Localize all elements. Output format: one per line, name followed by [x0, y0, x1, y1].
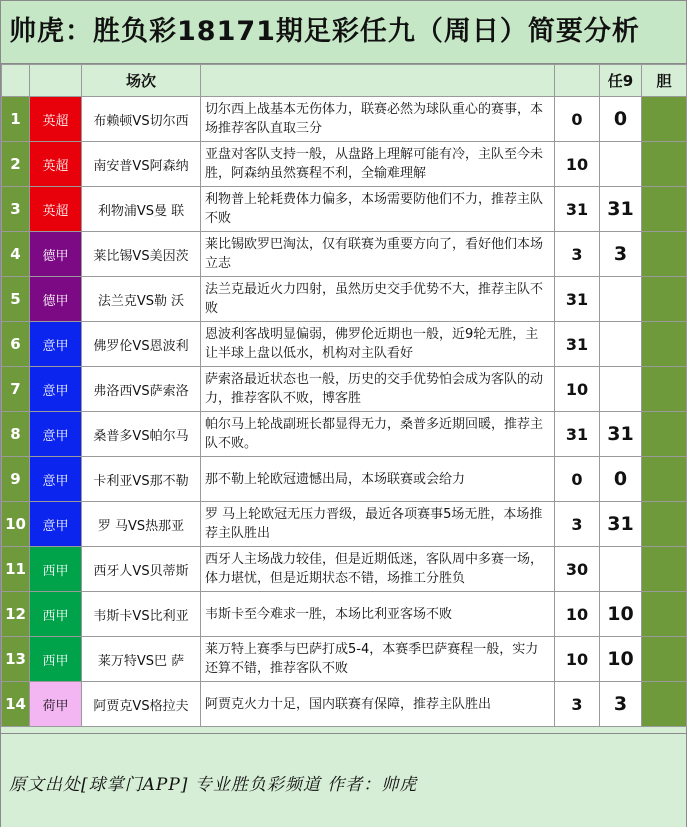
match-name: 布赖顿VS切尔西	[82, 97, 201, 142]
header-number-cell	[2, 65, 30, 97]
row-number: 5	[2, 277, 30, 322]
score-pick: 31	[555, 277, 600, 322]
ren9-pick	[600, 367, 642, 412]
league-badge: 英超	[30, 142, 82, 187]
league-badge: 德甲	[30, 232, 82, 277]
footer-source-text: 原文出处[球掌门APP] 专业胜负彩频道 作者：帅虎	[9, 775, 418, 795]
score-pick: 10	[555, 637, 600, 682]
ren9-pick: 0	[600, 457, 642, 502]
row-number: 11	[2, 547, 30, 592]
score-pick: 30	[555, 547, 600, 592]
table-row	[2, 322, 687, 367]
header-match: 场次	[82, 65, 201, 97]
ren9-pick	[600, 142, 642, 187]
table-row	[2, 187, 687, 232]
analysis-text: 莱比锡欧罗巴淘汰，仅有联赛为重要方向了，看好他们本场立志	[201, 232, 555, 277]
row-number: 12	[2, 592, 30, 637]
dan-cell	[642, 502, 687, 547]
analysis-text: 切尔西上战基本无伤体力，联赛必然为球队重心的赛事，本场推荐客队直取三分	[201, 97, 555, 142]
row-number: 9	[2, 457, 30, 502]
score-pick: 31	[555, 412, 600, 457]
league-badge: 西甲	[30, 592, 82, 637]
ren9-pick: 3	[600, 682, 642, 727]
ren9-pick	[600, 322, 642, 367]
match-name: 西牙人VS贝蒂斯	[82, 547, 201, 592]
ren9-pick: 31	[600, 502, 642, 547]
match-name: 佛罗伦VS恩波利	[82, 322, 201, 367]
table-row	[2, 457, 687, 502]
analysis-text: 莱万特上赛季与巴萨打成5-4，本赛季巴萨赛程一般，实力还算不错，推荐客队不败	[201, 637, 555, 682]
ren9-pick	[600, 547, 642, 592]
row-number: 13	[2, 637, 30, 682]
row-number: 14	[2, 682, 30, 727]
dan-cell	[642, 367, 687, 412]
header-ren9: 任9	[600, 65, 642, 97]
league-badge: 荷甲	[30, 682, 82, 727]
league-badge: 西甲	[30, 637, 82, 682]
row-number: 10	[2, 502, 30, 547]
analysis-text: 恩波利客战明显偏弱，佛罗伦近期也一般，近9轮无胜，主让半球上盘以低水，机构对主队看好	[201, 322, 555, 367]
dan-cell	[642, 547, 687, 592]
table-row	[2, 547, 687, 592]
dan-cell	[642, 322, 687, 367]
ren9-pick: 31	[600, 412, 642, 457]
table-header-row	[2, 65, 687, 97]
league-badge: 意甲	[30, 457, 82, 502]
league-badge: 意甲	[30, 502, 82, 547]
row-number: 6	[2, 322, 30, 367]
row-number: 4	[2, 232, 30, 277]
dan-cell	[642, 187, 687, 232]
dan-cell	[642, 457, 687, 502]
match-name: 法兰克VS勒 沃	[82, 277, 201, 322]
row-number: 2	[2, 142, 30, 187]
league-badge: 意甲	[30, 412, 82, 457]
page-title: 帅虎：胜负彩18171期足彩任九（周日）简要分析	[1, 1, 686, 64]
score-pick: 31	[555, 322, 600, 367]
table-row	[2, 502, 687, 547]
analysis-text: 罗 马上轮欧冠无压力晋级，最近各项赛事5场无胜，本场推荐主队胜出	[201, 502, 555, 547]
match-name: 桑普多VS帕尔马	[82, 412, 201, 457]
ren9-pick	[600, 277, 642, 322]
dan-cell	[642, 142, 687, 187]
dan-cell	[642, 232, 687, 277]
league-badge: 德甲	[30, 277, 82, 322]
ren9-pick: 0	[600, 97, 642, 142]
match-name: 南安普VS阿森纳	[82, 142, 201, 187]
league-badge: 西甲	[30, 547, 82, 592]
match-name: 韦斯卡VS比利亚	[82, 592, 201, 637]
header-analysis-cell	[201, 65, 555, 97]
score-pick: 0	[555, 97, 600, 142]
row-number: 7	[2, 367, 30, 412]
league-badge: 意甲	[30, 367, 82, 412]
analysis-text: 利物普上轮耗费体力偏多，本场需要防他们不力，推荐主队不败	[201, 187, 555, 232]
table-row	[2, 637, 687, 682]
table-row	[2, 97, 687, 142]
match-name: 罗 马VS热那亚	[82, 502, 201, 547]
score-pick: 10	[555, 592, 600, 637]
match-table	[1, 64, 687, 727]
analysis-text: 法兰克最近火力四射，虽然历史交手优势不大，推荐主队不败	[201, 277, 555, 322]
header-score-cell	[555, 65, 600, 97]
analysis-text: 韦斯卡至今难求一胜，本场比利亚客场不败	[201, 592, 555, 637]
ren9-pick: 31	[600, 187, 642, 232]
analysis-text: 阿贾克火力十足，国内联赛有保障，推荐主队胜出	[201, 682, 555, 727]
row-number: 3	[2, 187, 30, 232]
analysis-text: 西牙人主场战力较佳，但是近期低迷，客队周中多赛一场，体力堪忧，但是近期状态不错，场推工分胜负	[201, 547, 555, 592]
analysis-text: 亚盘对客队支持一般，从盘路上理解可能有冷，主队至今未胜，阿森纳虽然赛程不利，全输难理解	[201, 142, 555, 187]
dan-cell	[642, 592, 687, 637]
header-league-cell	[30, 65, 82, 97]
footer	[1, 733, 686, 827]
league-badge: 英超	[30, 97, 82, 142]
table-row	[2, 592, 687, 637]
table-row	[2, 367, 687, 412]
table-row	[2, 682, 687, 727]
row-number: 8	[2, 412, 30, 457]
analysis-text: 萨索洛最近状态也一般，历史的交手优势怕会成为客队的动力，推荐客队不败，博客胜	[201, 367, 555, 412]
header-dan: 胆	[642, 65, 687, 97]
row-number: 1	[2, 97, 30, 142]
analysis-text: 帕尔马上轮战副班长都显得无力，桑普多近期回暖，推荐主队不败。	[201, 412, 555, 457]
league-badge: 英超	[30, 187, 82, 232]
dan-cell	[642, 412, 687, 457]
score-pick: 31	[555, 187, 600, 232]
match-name: 莱万特VS巴 萨	[82, 637, 201, 682]
match-name: 利物浦VS曼 联	[82, 187, 201, 232]
match-name: 莱比锡VS美因茨	[82, 232, 201, 277]
table-row	[2, 412, 687, 457]
dan-cell	[642, 637, 687, 682]
ren9-pick: 3	[600, 232, 642, 277]
score-pick: 3	[555, 502, 600, 547]
ren9-pick: 10	[600, 592, 642, 637]
dan-cell	[642, 97, 687, 142]
match-name: 阿贾克VS格拉夫	[82, 682, 201, 727]
score-pick: 3	[555, 682, 600, 727]
analysis-text: 那不勒上轮欧冠遗憾出局，本场联赛或会给力	[201, 457, 555, 502]
score-pick: 10	[555, 142, 600, 187]
score-pick: 3	[555, 232, 600, 277]
score-pick: 0	[555, 457, 600, 502]
match-name: 卡利亚VS那不勒	[82, 457, 201, 502]
match-name: 弗洛西VS萨索洛	[82, 367, 201, 412]
dan-cell	[642, 277, 687, 322]
ren9-pick: 10	[600, 637, 642, 682]
league-badge: 意甲	[30, 322, 82, 367]
score-pick: 10	[555, 367, 600, 412]
table-row	[2, 142, 687, 187]
dan-cell	[642, 682, 687, 727]
table-row	[2, 277, 687, 322]
table-row	[2, 232, 687, 277]
